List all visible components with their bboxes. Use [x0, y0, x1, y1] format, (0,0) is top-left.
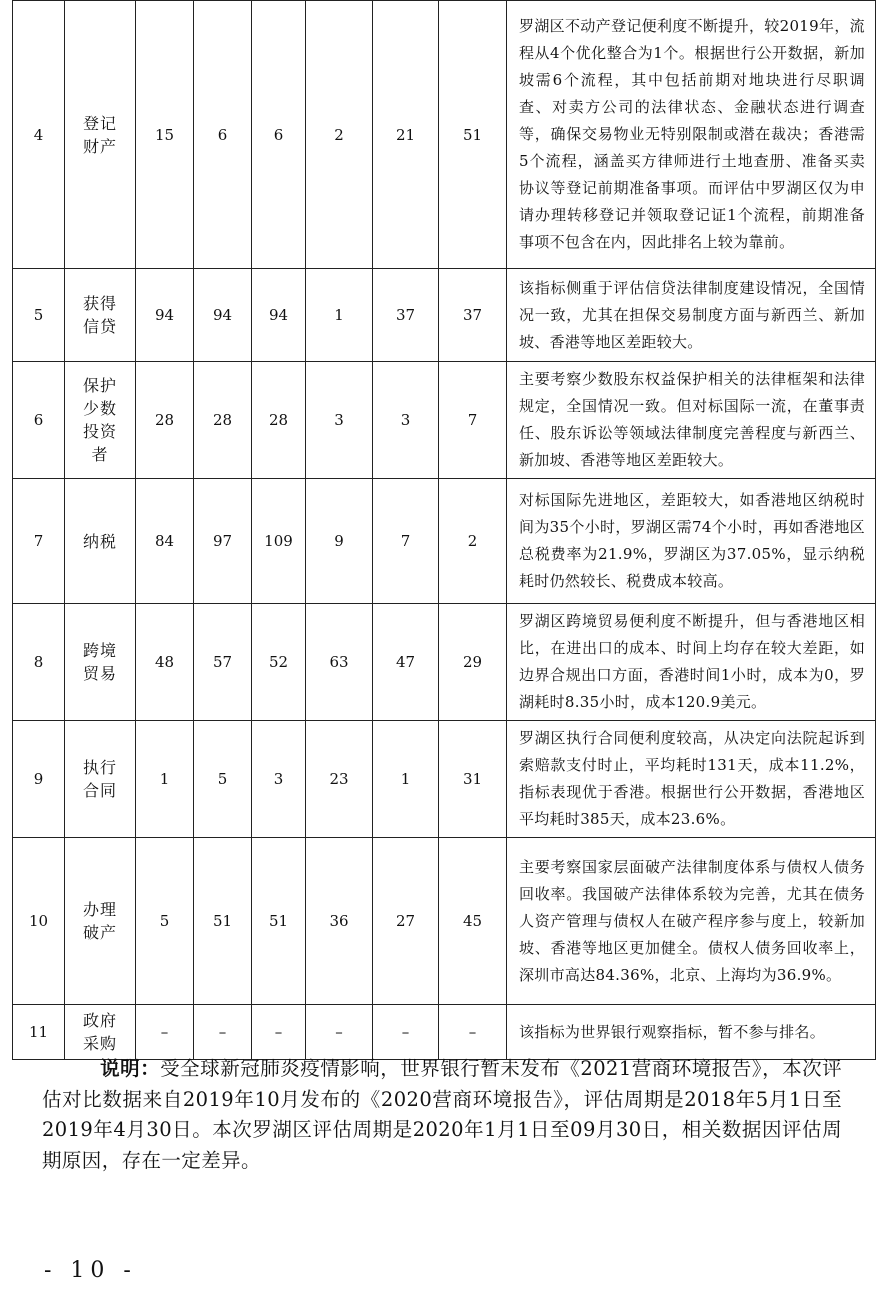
indicator-note: 主要考察少数股东权益保护相关的法律框架和法律规定，全国情况一致。但对标国际一流，在董事责任、股东诉讼等领域法律制度完善程度与新西兰、新加坡、香港等地区差距较大。 [507, 362, 876, 479]
rank-value: 28 [252, 362, 306, 479]
indicator-note: 罗湖区跨境贸易便利度不断提升，但与香港地区相比，在进出口的成本、时间上均存在较大差距，如边界合规出口方面，香港时间1小时，成本为0，罗湖耗时8.35小时，成本120.9美元。 [507, 604, 876, 721]
table-row [13, 362, 876, 479]
table-row [13, 721, 876, 838]
row-index: 9 [13, 721, 65, 838]
rank-value: 5 [194, 721, 252, 838]
table-row [13, 1, 876, 269]
rank-value: – [439, 1005, 507, 1060]
rank-value: – [252, 1005, 306, 1060]
rank-value: – [373, 1005, 439, 1060]
row-index: 10 [13, 838, 65, 1005]
rank-value: 57 [194, 604, 252, 721]
row-index: 11 [13, 1005, 65, 1060]
rank-value: 94 [136, 269, 194, 362]
indicator-name: 办理 破产 [65, 838, 136, 1005]
rank-value: 36 [306, 838, 373, 1005]
rank-value: 7 [439, 362, 507, 479]
explanation-note [42, 1054, 842, 1176]
rank-value: 31 [439, 721, 507, 838]
rank-value: 109 [252, 479, 306, 604]
indicator-note: 罗湖区执行合同便利度较高，从决定向法院起诉到索赔款支付时止，平均耗时131天，成本11.2%，指标表现优于香港。根据世行公开数据，香港地区平均耗时385天，成本23.6%。 [507, 721, 876, 838]
rank-value: 23 [306, 721, 373, 838]
indicator-name: 登记 财产 [65, 1, 136, 269]
table-row [13, 269, 876, 362]
rank-value: 97 [194, 479, 252, 604]
rank-value: 45 [439, 838, 507, 1005]
rank-value: 21 [373, 1, 439, 269]
rank-value: 37 [439, 269, 507, 362]
rank-value: 37 [373, 269, 439, 362]
rank-value: 3 [306, 362, 373, 479]
explanation-text: 受全球新冠肺炎疫情影响，世界银行暂未发布《2021营商环境报告》，本次评估对比数据来自2019年10月发布的《2020营商环境报告》，评估周期是2018年5月1日至2019年4月30日。本次罗湖区评估周期是2020年1月1日至09月30日，相关数据因评估周期原因，存在一定差异。 [42, 1057, 843, 1172]
rank-value: 2 [439, 479, 507, 604]
indicator-note: 罗湖区不动产登记便利度不断提升，较2019年，流程从4个优化整合为1个。根据世行公开数据，新加坡需6个流程，其中包括前期对地块进行尽职调查、对卖方公司的法律状态、金融状态进行调查等，确保交易物业无特别限制或潜在裁决；香港需5个流程，涵盖买方律师进行土地查册、准备买卖协议等登记前期准备事项。而评估中罗湖区仅为申请办理转移登记并领取登记证1个流程，前期准备事项不包含在内，因此排名上较为靠前。 [507, 1, 876, 269]
rank-value: 1 [373, 721, 439, 838]
indicator-name: 政府 采购 [65, 1005, 136, 1060]
rank-value: 1 [136, 721, 194, 838]
rank-value: 27 [373, 838, 439, 1005]
indicator-name: 保护 少数 投资 者 [65, 362, 136, 479]
table-row [13, 1005, 876, 1060]
indicator-name: 纳税 [65, 479, 136, 604]
rank-value: 28 [194, 362, 252, 479]
rank-value: 28 [136, 362, 194, 479]
rank-value: – [194, 1005, 252, 1060]
rank-value: 63 [306, 604, 373, 721]
indicator-table [12, 0, 876, 1060]
rank-value: 51 [194, 838, 252, 1005]
rank-value: 51 [252, 838, 306, 1005]
row-index: 6 [13, 362, 65, 479]
rank-value: 94 [194, 269, 252, 362]
indicator-note: 该指标侧重于评估信贷法律制度建设情况，全国情况一致，尤其在担保交易制度方面与新西兰、新加坡、香港等地区差距较大。 [507, 269, 876, 362]
indicator-name: 执行 合同 [65, 721, 136, 838]
rank-value: 51 [439, 1, 507, 269]
table-row [13, 604, 876, 721]
rank-value: 84 [136, 479, 194, 604]
rank-value: 3 [373, 362, 439, 479]
row-index: 7 [13, 479, 65, 604]
table-row [13, 838, 876, 1005]
rank-value: 52 [252, 604, 306, 721]
rank-value: 29 [439, 604, 507, 721]
rank-value: 6 [252, 1, 306, 269]
rank-value: 9 [306, 479, 373, 604]
rank-value: 7 [373, 479, 439, 604]
row-index: 4 [13, 1, 65, 269]
row-index: 5 [13, 269, 65, 362]
rank-value: 5 [136, 838, 194, 1005]
indicator-note: 主要考察国家层面破产法律制度体系与债权人债务回收率。我国破产法律体系较为完善，尤其在债务人资产管理与债权人在破产程序参与度上，较新加坡、香港等地区更加健全。债权人债务回收率上，深圳市高达84.36%，北京、上海均为36.9%。 [507, 838, 876, 1005]
explanation-lead: 说明： [100, 1057, 161, 1080]
rank-value: 3 [252, 721, 306, 838]
rank-value: 47 [373, 604, 439, 721]
rank-value: 15 [136, 1, 194, 269]
indicator-note: 对标国际先进地区，差距较大，如香港地区纳税时间为35个小时，罗湖区需74个小时，再如香港地区总税费率为21.9%，罗湖区为37.05%，显示纳税耗时仍然较长、税费成本较高。 [507, 479, 876, 604]
rank-value: – [306, 1005, 373, 1060]
indicator-note: 该指标为世界银行观察指标，暂不参与排名。 [507, 1005, 876, 1060]
indicator-name: 跨境 贸易 [65, 604, 136, 721]
rank-value: 6 [194, 1, 252, 269]
rank-value: 94 [252, 269, 306, 362]
indicator-name: 获得 信贷 [65, 269, 136, 362]
table-row [13, 479, 876, 604]
row-index: 8 [13, 604, 65, 721]
rank-value: 48 [136, 604, 194, 721]
page-number: - 10 - [44, 1258, 137, 1283]
rank-value: 1 [306, 269, 373, 362]
rank-value: – [136, 1005, 194, 1060]
rank-value: 2 [306, 1, 373, 269]
